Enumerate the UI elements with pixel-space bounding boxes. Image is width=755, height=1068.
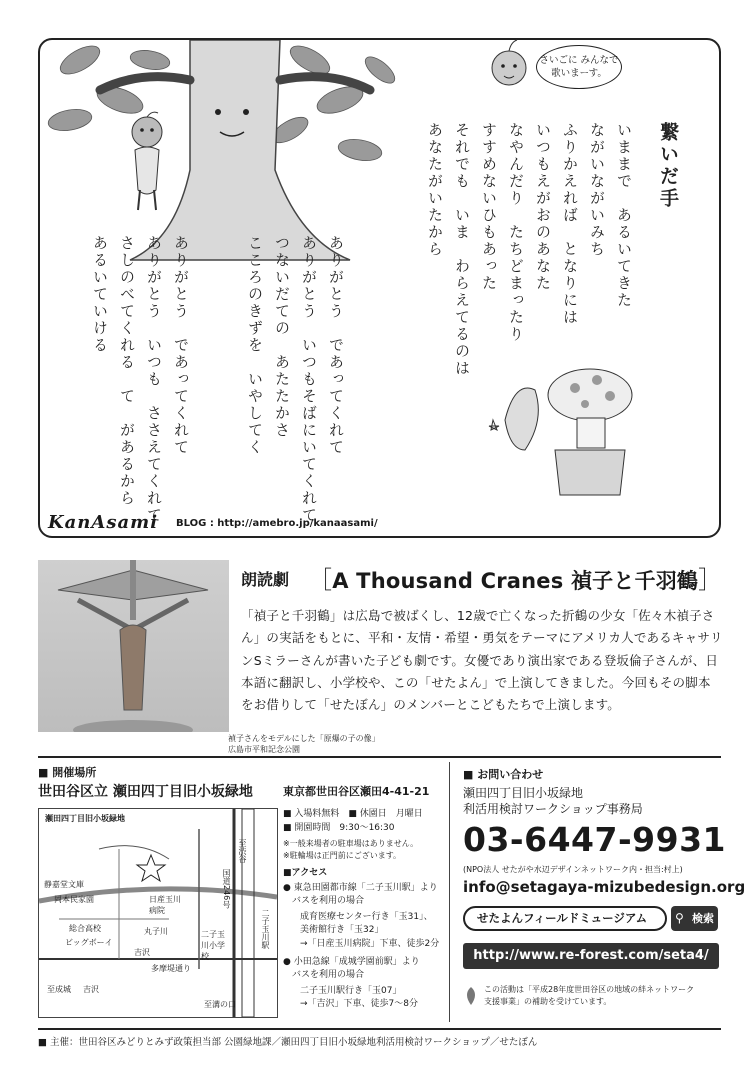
access-map[interactable]: [38, 808, 278, 1018]
poem-line: それでも いま わらえてるのは: [453, 122, 471, 377]
reading-title: [308, 560, 722, 595]
access-route: ● 東急田園都市線「二子玉川駅」より: [283, 883, 438, 893]
venue-heading: ■ 開催場所: [38, 766, 97, 779]
venue-info: ■ 入場料無料 ■ 休園日 月曜日: [283, 809, 423, 819]
grant-note: 支援事業」の補助を受けています。: [484, 997, 612, 1006]
contact-org: 瀬田四丁目旧小坂緑地: [463, 786, 584, 800]
poem-line: なやんだり たちどまったり: [507, 122, 525, 343]
email-address[interactable]: info@setagaya-mizubedesign.org: [463, 878, 746, 896]
contact-org: 利活用検討ワークショップ事務局: [463, 802, 643, 816]
reading-title-jp: 禎子と千羽鶴: [570, 569, 699, 593]
poem-line: いつもえがおのあなた: [534, 122, 552, 292]
poem-line: ふりかえれば となりには: [561, 122, 579, 326]
map-label: 国道246号: [222, 869, 231, 909]
leaf-icon: [463, 986, 479, 1006]
poem-line: つないだての あたたかさ: [273, 235, 291, 439]
map-label: 岡本民家園: [54, 895, 94, 904]
statue-photo: [38, 560, 229, 732]
website-url[interactable]: http://www.re-forest.com/seta4/: [463, 943, 719, 969]
seed-character-illustration: [122, 110, 172, 220]
search-icon: ⚲: [675, 911, 684, 925]
poem-line: あなたがいたから: [426, 122, 444, 258]
venue-hours: ■ 開園時間 9:30〜16:30: [283, 823, 395, 833]
venue-note: ※一般来場者の駐車場はありません。: [283, 839, 419, 848]
map-label: 吉沢: [134, 948, 150, 957]
venue-name: 世田谷区立 瀬田四丁目旧小坂緑地: [38, 784, 253, 800]
map-label: 至成城: [47, 985, 71, 994]
reading-title-en: A Thousand Cranes: [332, 569, 571, 593]
map-label: ビッグボーイ: [65, 938, 113, 947]
poem-line: ありがとう いつもそばにいてくれて: [300, 235, 318, 524]
contact-heading: ■ お問い合わせ: [463, 768, 544, 781]
bracket-close: ］: [698, 566, 723, 594]
bracket-open: ［: [308, 566, 333, 594]
grant-note: この活動は「平成28年度世田谷区の地域の絆ネットワーク: [484, 985, 695, 994]
poem-title: 繋いだ手: [657, 122, 679, 210]
access-route: ● 小田急線「成城学園前駅」より: [283, 957, 420, 967]
poem-line: すすめないひもあった: [480, 122, 498, 292]
access-route: →「吉沢」下車、徒歩7〜8分: [300, 999, 418, 1009]
blog-link[interactable]: BLOG : http://amebro.jp/kanaasami/: [176, 518, 378, 529]
reading-description: 「禎子と千羽鶴」は広島で被ばくし、12歳で亡くなった折鶴の少女「佐々木禎子さん」の実話をもとに、平和・友情・希望・勇気をテーマにアメリカ人であるキャサリンSミラーさんが書いた子ども劇です。女優であり演出家である登坂倫子さんが、日本語に翻訳し、小学校や、この「せたよん」で上演してきました。今回もその脚本をお借りして「せたぼん」のメンバーとこどもたちで上演します。: [241, 608, 723, 713]
author-signature: KanAsami: [48, 512, 159, 533]
map-label: 静嘉堂文庫: [44, 880, 84, 889]
divider: [38, 756, 721, 758]
map-label: 二子玉川駅: [261, 909, 270, 949]
access-route: 成育医療センター行き「玉31」、: [300, 912, 433, 922]
speech-bubble: さいごに みんなで 歌いまーす。: [536, 45, 622, 89]
map-label: 日産玉川病院: [149, 895, 181, 915]
access-route: バスを利用の場合: [283, 970, 365, 980]
poem-line: ながいながいみち: [588, 122, 606, 258]
map-label: 至渋谷: [238, 839, 247, 863]
reading-label: 朗読劇: [241, 570, 290, 589]
map-label: 至溝の口: [204, 1000, 236, 1009]
map-label: 吉沢: [83, 985, 99, 994]
poem-line: ありがとう であってくれて: [172, 235, 190, 456]
access-route: 二子玉川駅行き「玉07」: [300, 986, 402, 996]
map-label: 総合高校: [69, 924, 101, 933]
poem-line: さしのべてくれる て があるから: [118, 235, 136, 507]
poem-line: あるいていける: [91, 235, 109, 354]
access-route: 美術館行き「玉32」: [300, 925, 384, 935]
speaking-character-illustration: [484, 38, 534, 98]
map-title: 瀬田四丁目旧小坂緑地: [45, 814, 125, 823]
column-divider: [449, 762, 450, 1022]
venue-address: 東京都世田谷区瀬田4-41-21: [283, 785, 430, 798]
search-button-label: 検索: [692, 912, 714, 925]
search-field[interactable]: せたよんフィールドミュージアム: [463, 906, 667, 931]
map-label: 多摩堤通り: [151, 964, 191, 973]
search-button[interactable]: [671, 906, 718, 931]
phone-number[interactable]: 03-6447-9931: [463, 820, 727, 859]
divider: [38, 1028, 721, 1030]
access-heading: ■アクセス: [283, 868, 328, 878]
map-label: 丸子川: [144, 927, 168, 936]
poem-line: ありがとう いつも ささえてくれて: [145, 235, 163, 524]
access-route: →「日産玉川病院」下車、徒歩2分: [300, 939, 440, 949]
organizers: ■ 主催：世田谷区みどりとみず政策担当部 公園緑地課／瀬田四丁目旧小坂緑地利活用検討ワークショップ／せたぼん: [38, 1037, 538, 1048]
poem-line: こころのきずを いやしてく: [246, 235, 264, 456]
photo-caption: 禎子さんをモデルにした「原爆の子の像」: [228, 734, 380, 743]
mushroom-character-illustration: [485, 360, 635, 500]
map-label: 二子玉川小学校: [201, 930, 225, 961]
access-route: バスを利用の場合: [283, 896, 365, 906]
phone-note: (NPO法人 せたがや水辺デザインネットワーク内・担当:村上): [463, 865, 683, 874]
photo-caption-location: 広島市平和記念公園: [228, 745, 300, 754]
venue-note: ※駐輪場は正門前にございます。: [283, 851, 402, 860]
poem-line: いままで あるいてきた: [615, 122, 633, 309]
poem-line: ありがとう であってくれて: [327, 235, 345, 456]
